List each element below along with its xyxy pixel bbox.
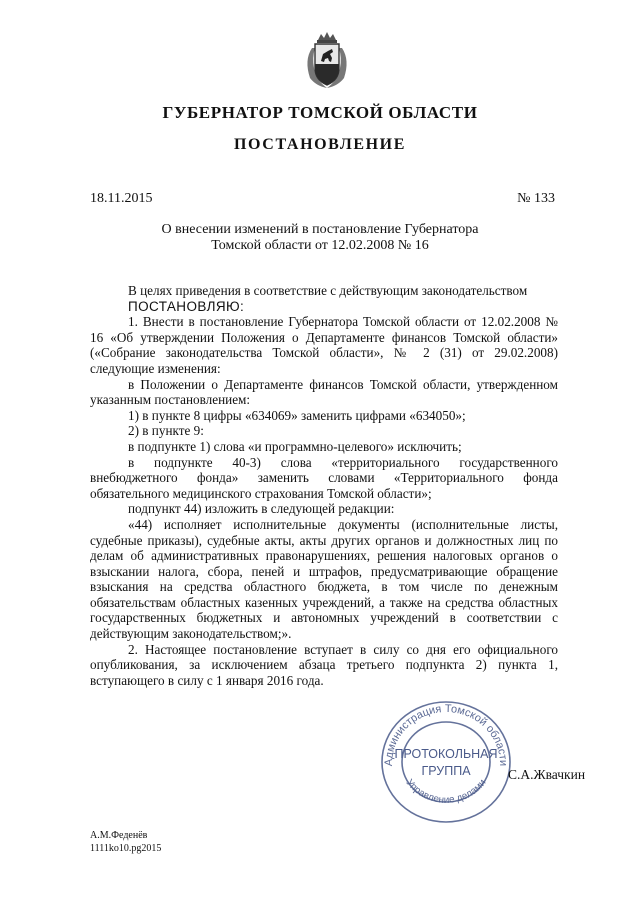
item-2b: в подпункте 40-3) слова «территориального государственного внебюджетного фонда» заменить словами «Территориального фонда обязательного медицинского страхования Томской области»; bbox=[90, 454, 558, 501]
quoted-subpoint-44: «44) исполняет исполнительные документы (исполнительные листы, судебные приказы), судебные акты, акты других органов и должностных лиц по делам об административных правонарушениях, решения налоговых органов о взыскании налога, сбора, пеней и штрафов, предусматривающие обращение взыскания на средства областного бюджета, в том числе по денежным обязательствам областных казенных учреждений, а также на средства областных государственных бюджетных и автономных учреждений в соответствии с действующим законодательством;». bbox=[90, 516, 558, 642]
stamp-ring-text: Администрация Томской области bbox=[382, 702, 510, 767]
document-date: 18.11.2015 bbox=[90, 191, 153, 206]
file-reference: 1111ko10.pg2015 bbox=[90, 843, 162, 854]
authority-title: ГУБЕРНАТОР ТОМСКОЙ ОБЛАСТИ bbox=[162, 103, 478, 122]
document-body bbox=[90, 283, 558, 688]
executor-name: А.М.Феденёв bbox=[90, 830, 148, 841]
paragraph-2: 2. Настоящее постановление вступает в силу со дня его официального опубликования, за исключением абзаца третьего подпункта 2) пункта 1, вступающего в силу с 1 января 2016 года. bbox=[90, 641, 558, 688]
official-stamp bbox=[378, 698, 514, 826]
stamp-line-2: ГРУППА bbox=[421, 764, 471, 778]
preamble: В целях приведения в соответствие с действующим законодательством bbox=[128, 283, 528, 298]
signatory-name: С.А.Жвачкин bbox=[508, 767, 586, 782]
item-2c: подпункт 44) изложить в следующей редакции: bbox=[128, 501, 395, 517]
document-type: ПОСТАНОВЛЕНИЕ bbox=[234, 136, 406, 153]
subject-line-2: Томской области от 12.02.2008 № 16 bbox=[211, 238, 429, 253]
document-number: № 133 bbox=[517, 191, 555, 206]
footer bbox=[90, 829, 161, 855]
item-2: 2) в пункте 9: bbox=[128, 423, 204, 439]
stamp-bottom-text: Управление делами bbox=[403, 777, 489, 806]
svg-text:Управление делами bbox=[404, 777, 489, 806]
item-2a: в подпункте 1) слова «и программно-целевого» исключить; bbox=[128, 438, 462, 454]
paragraph-1-intro: в Положении о Департаменте финансов Томской области, утвержденном указанным постановлением: bbox=[90, 376, 558, 408]
document-subject bbox=[0, 222, 640, 254]
coat-of-arms-emblem bbox=[298, 30, 356, 90]
stamp-line-1: ПРОТОКОЛЬНАЯ bbox=[394, 747, 498, 761]
paragraph-1: 1. Внести в постановление Губернатора Томской области от 12.02.2008 № 16 «Об утверждении Положения о Департаменте финансов Томской области» («Собрание законодательства Томской области», № 2 (31) от 29.02.2008) следующие изменения: bbox=[90, 314, 558, 376]
resolve-keyword: ПОСТАНОВЛЯЮ: bbox=[128, 298, 245, 314]
subject-line-1: О внесении изменений в постановление Губернатора bbox=[161, 222, 479, 237]
item-1: 1) в пункте 8 цифры «634069» заменить цифрами «634050»; bbox=[128, 407, 466, 423]
